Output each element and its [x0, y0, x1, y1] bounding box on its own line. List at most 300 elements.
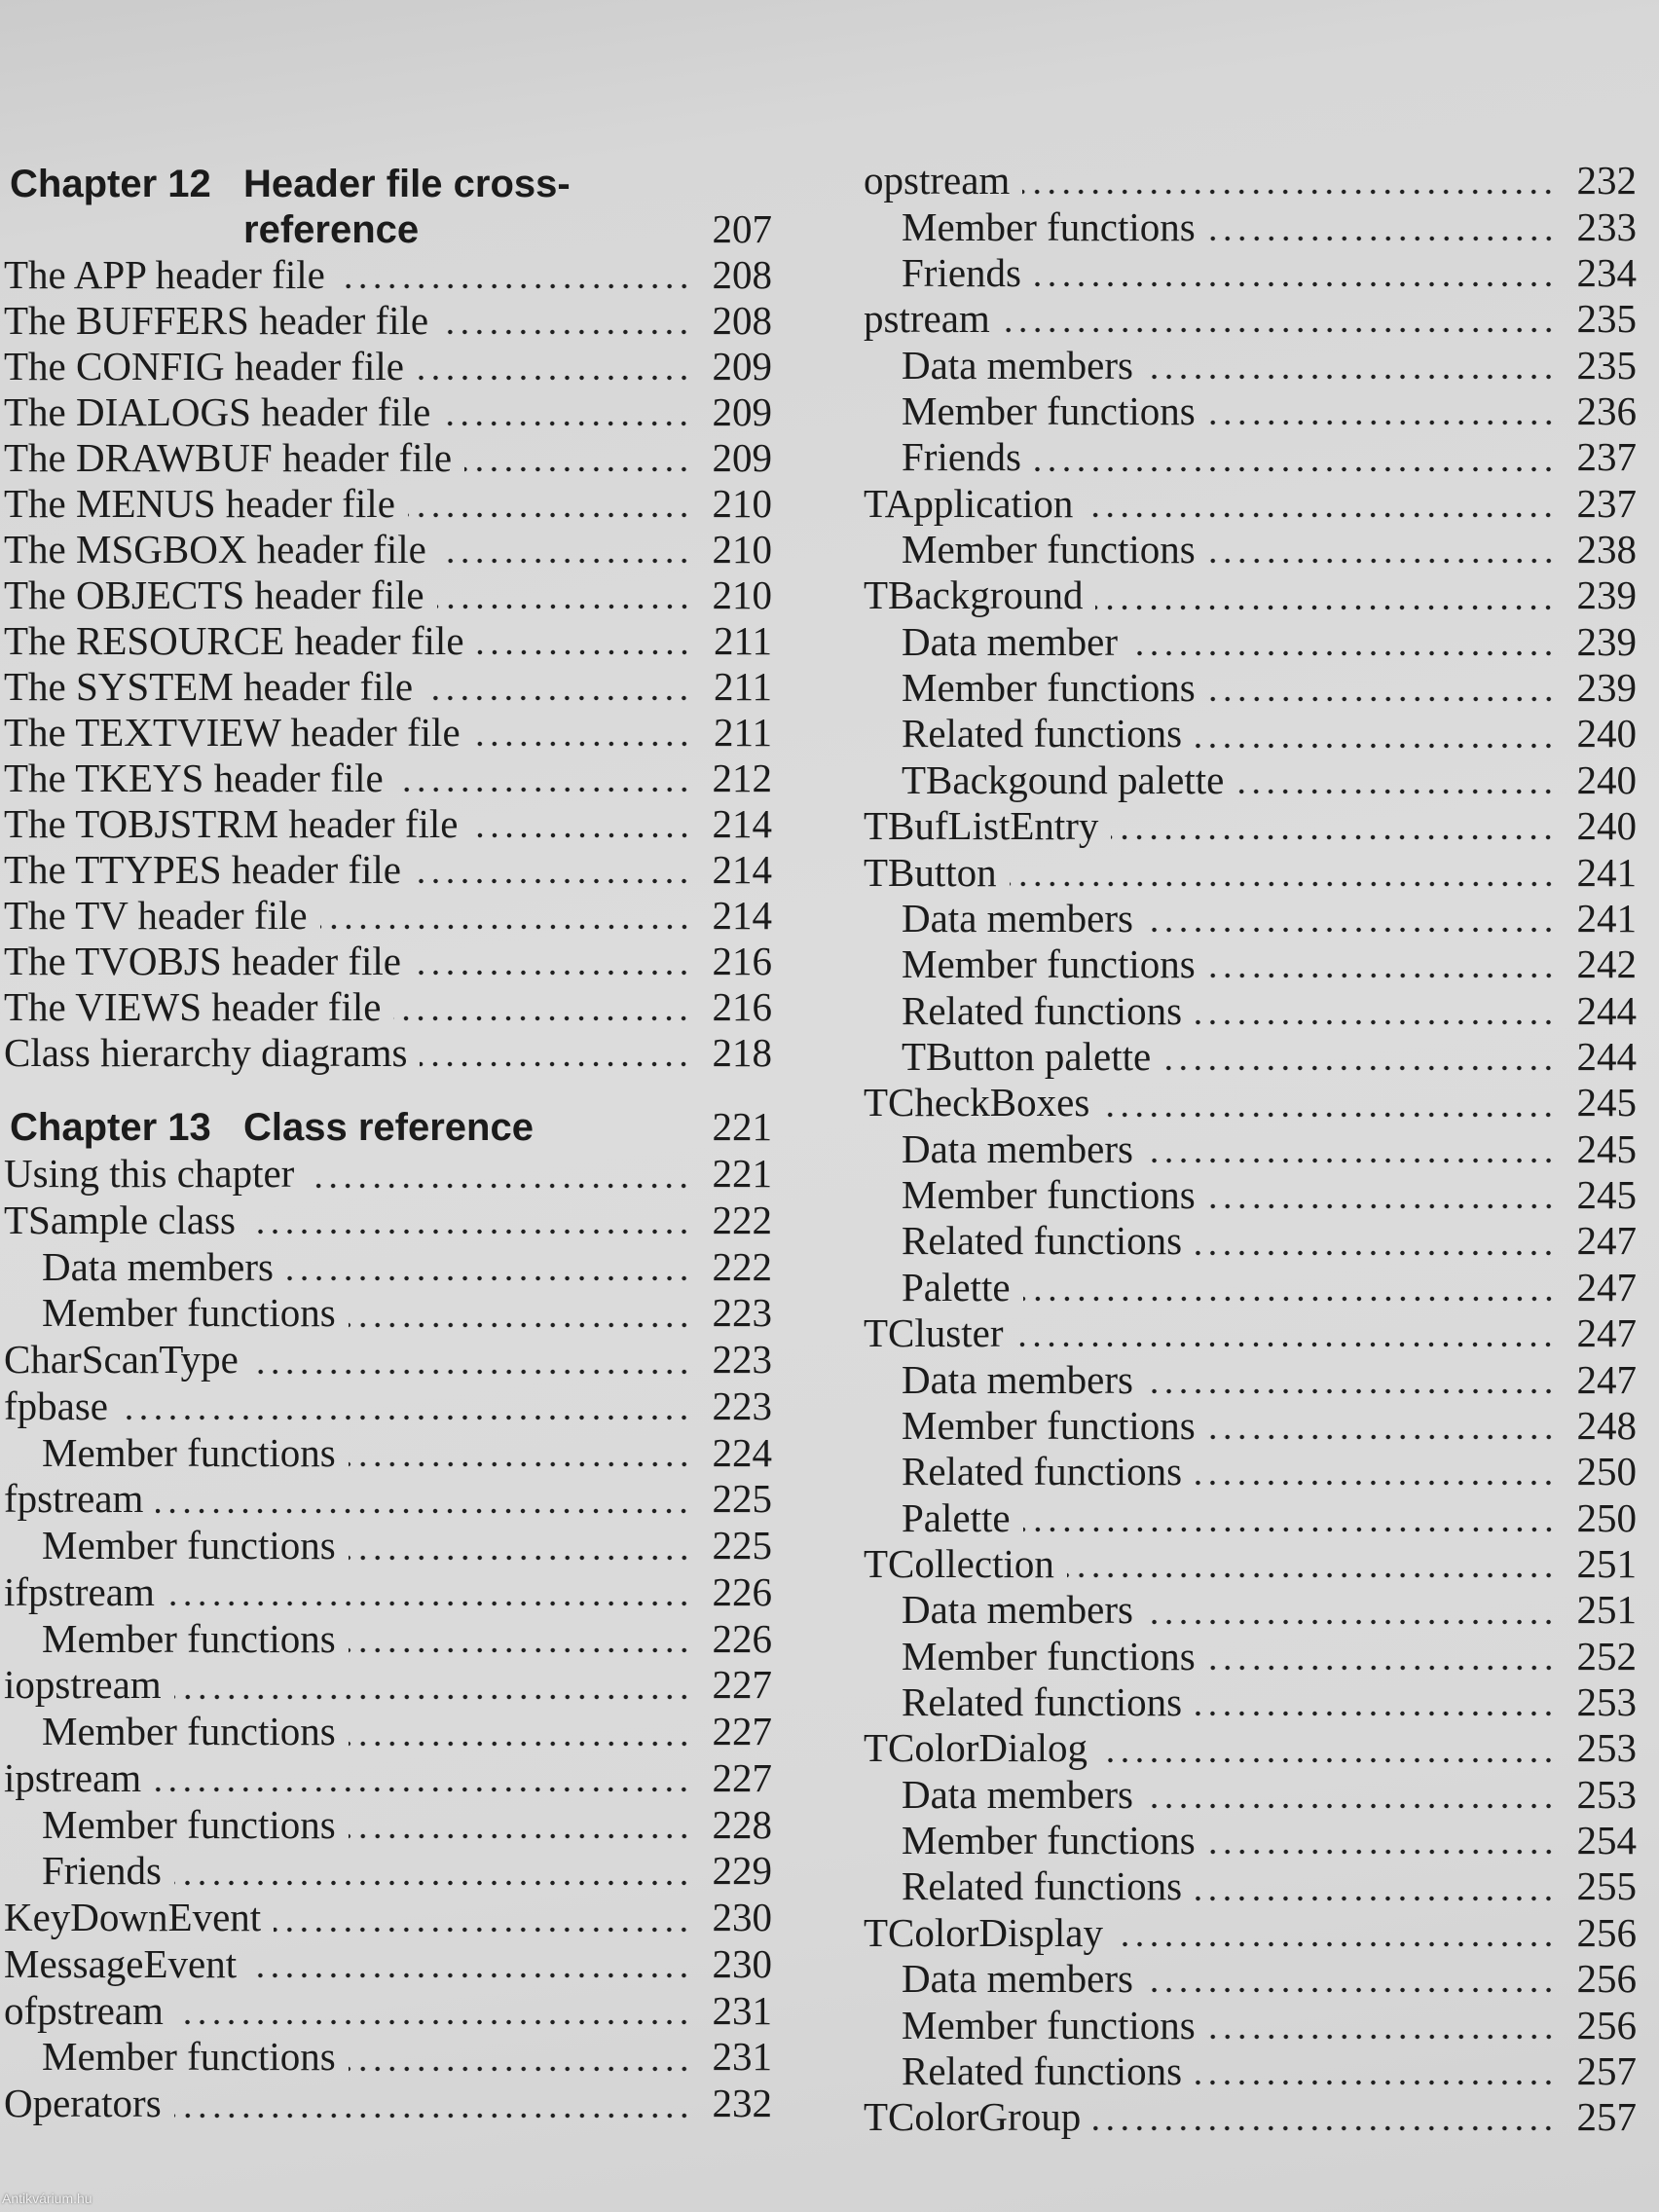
toc-subentry — [864, 1956, 1637, 2002]
toc-page-number: 250 — [1576, 1494, 1637, 1540]
toc-page-number: 240 — [1576, 711, 1637, 756]
toc-page-number: 226 — [712, 1568, 772, 1614]
toc-page-number: 223 — [712, 1337, 772, 1382]
toc-subentry — [864, 1403, 1637, 1449]
toc-entry-title: Member functions — [42, 1709, 336, 1754]
dot-leader — [443, 389, 691, 435]
toc-entry-title: Palette — [902, 1494, 1011, 1540]
toc-entry — [4, 618, 772, 664]
watermark: Antikvárium.hu — [2, 2191, 92, 2206]
toc-page-number: 236 — [1576, 387, 1637, 433]
dot-leader — [420, 1030, 691, 1076]
dot-leader — [1146, 896, 1556, 941]
toc-page-number: 222 — [712, 1197, 772, 1242]
toc-page-number: 209 — [712, 389, 772, 434]
chapter-label: Chapter 12 — [10, 162, 211, 205]
toc-entry-title: TCluster — [864, 1310, 1004, 1356]
toc-entry-title: TSample class — [4, 1197, 236, 1242]
dot-leader — [1116, 1910, 1556, 1956]
toc-entry-title: The SYSTEM header file — [4, 664, 414, 709]
toc-page-number: 242 — [1576, 941, 1637, 987]
dot-leader — [1095, 572, 1556, 618]
chapter-title: reference — [243, 207, 420, 251]
toc-subentry — [4, 1709, 772, 1755]
toc-subentry — [864, 2002, 1637, 2047]
toc-entry-title: Member functions — [42, 1290, 336, 1336]
toc-page-number: 239 — [1576, 618, 1637, 664]
toc-entry — [864, 1310, 1637, 1356]
dot-leader — [1146, 1956, 1556, 2002]
toc-page-number: 251 — [1576, 1540, 1637, 1586]
toc-page-number: 257 — [1576, 2047, 1637, 2093]
toc-subentry — [4, 1429, 772, 1476]
toc-entry-title: KeyDownEvent — [4, 1895, 262, 1940]
toc-subentry — [864, 1679, 1637, 1725]
toc-entry-title: The TOBJSTRM header file — [4, 801, 459, 846]
toc-page-number: 208 — [712, 298, 772, 343]
toc-entry-title: Member functions — [42, 1429, 336, 1475]
toc-entry — [4, 664, 772, 710]
toc-entry-title: Data member — [902, 618, 1118, 664]
toc-page-number: 231 — [712, 1987, 772, 2033]
dot-leader — [1208, 2002, 1556, 2047]
dot-leader — [396, 756, 691, 801]
dot-leader — [1208, 527, 1556, 572]
dot-leader — [1195, 711, 1556, 756]
chapter-12-section — [4, 161, 772, 1076]
toc-entry — [4, 572, 772, 618]
dot-leader — [156, 1476, 691, 1523]
dot-leader — [1093, 2094, 1556, 2140]
chapter-13-section — [4, 1104, 772, 2127]
toc-page-number: 227 — [712, 1709, 772, 1754]
chapter-13-entries — [4, 1151, 772, 2127]
toc-subentry — [864, 1265, 1637, 1310]
toc-subentry — [864, 1218, 1637, 1264]
toc-entry-title: Member functions — [42, 1615, 336, 1661]
toc-entry-title: The TVOBJS header file — [4, 939, 401, 983]
toc-entry-title: Data members — [902, 895, 1133, 940]
dot-leader — [1195, 1863, 1556, 1909]
dot-leader — [1195, 1679, 1556, 1725]
toc-entry-title: ifpstream — [4, 1568, 155, 1614]
toc-entry-title: Data members — [902, 342, 1133, 387]
toc-subentry — [864, 619, 1637, 665]
toc-entry-title: Member functions — [902, 203, 1196, 249]
toc-entry-title: The TV header file — [4, 893, 308, 938]
dot-leader — [1022, 158, 1556, 203]
toc-page-number: 241 — [1576, 849, 1637, 895]
toc-entry — [4, 1383, 772, 1430]
dot-leader — [414, 939, 691, 984]
toc-page-number: 232 — [1576, 158, 1637, 203]
dot-leader — [1195, 987, 1556, 1033]
dot-leader — [393, 984, 691, 1030]
chapter-12-heading — [4, 161, 772, 252]
toc-entry — [864, 803, 1637, 849]
toc-subentry — [864, 388, 1637, 434]
toc-entry — [4, 1030, 772, 1076]
toc-subentry — [864, 757, 1637, 803]
toc-entry-title: Member functions — [42, 1801, 336, 1847]
toc-entry-title: Member functions — [902, 941, 1196, 987]
toc-left-column — [4, 161, 772, 2127]
toc-entry — [4, 344, 772, 389]
toc-entry-title: Data members — [902, 1356, 1133, 1402]
toc-entry — [4, 1755, 772, 1802]
toc-entry-title: iopstream — [4, 1662, 162, 1708]
toc-entry — [4, 389, 772, 435]
toc-entry-title: TCollection — [864, 1540, 1054, 1586]
dot-leader — [1111, 803, 1556, 849]
dot-leader — [121, 1383, 691, 1430]
toc-subentry — [4, 1848, 772, 1895]
dot-leader — [1146, 1587, 1556, 1633]
toc-subentry — [864, 711, 1637, 756]
dot-leader — [1195, 1449, 1556, 1494]
toc-page-number: 237 — [1576, 480, 1637, 526]
toc-entry-title: The DIALOGS header file — [4, 389, 431, 434]
toc-page-number: 224 — [712, 1429, 772, 1475]
dot-leader — [439, 527, 691, 572]
toc-entry — [4, 939, 772, 984]
toc-entry-title: Data members — [902, 1956, 1133, 2002]
toc-page-number: 216 — [712, 939, 772, 983]
toc-entry — [4, 1151, 772, 1198]
toc-entry — [4, 1895, 772, 1941]
toc-entry-title: Member functions — [902, 1402, 1196, 1448]
toc-page-number: 238 — [1576, 527, 1637, 572]
toc-subentry — [4, 2034, 772, 2081]
dot-leader — [473, 710, 691, 756]
chapter-page-number: 221 — [712, 1104, 772, 1150]
dot-leader — [1067, 1541, 1556, 1587]
toc-entry — [4, 435, 772, 481]
toc-page-number: 209 — [712, 344, 772, 388]
toc-subentry — [864, 1863, 1637, 1909]
toc-entry-title: CharScanType — [4, 1337, 239, 1382]
dot-leader — [1208, 1818, 1556, 1863]
toc-page-number: 218 — [712, 1030, 772, 1075]
toc-entry-title: Friends — [902, 249, 1021, 295]
chapter-page-number: 207 — [712, 206, 772, 251]
toc-entry-title: The OBJECTS header file — [4, 572, 424, 617]
toc-entry-title: TBackground — [864, 572, 1084, 618]
toc-entry-title: Member functions — [902, 2002, 1196, 2047]
toc-entry-title: pstream — [864, 296, 990, 342]
toc-entry-title: TButton palette — [902, 1034, 1152, 1079]
dot-leader — [1102, 1080, 1556, 1125]
toc-entry-title: ofpstream — [4, 1987, 164, 2033]
toc-page-number: 245 — [1576, 1125, 1637, 1171]
toc-page-number: 255 — [1576, 1863, 1637, 1909]
toc-entry-title: The TTYPES header file — [4, 847, 401, 892]
toc-page-number: 256 — [1576, 2002, 1637, 2047]
toc-entry-title: TColorGroup — [864, 2094, 1082, 2140]
toc-entry-title: Member functions — [902, 665, 1196, 711]
toc-entry-title: fpstream — [4, 1476, 144, 1522]
dot-leader — [477, 618, 691, 664]
toc-page-number: 234 — [1576, 249, 1637, 295]
toc-page-number: 214 — [712, 801, 772, 846]
dot-leader — [1195, 2048, 1556, 2094]
toc-entry — [864, 2094, 1637, 2140]
toc-subentry — [4, 1243, 772, 1290]
toc-page-number: 230 — [712, 1940, 772, 1986]
toc-entry-title: Member functions — [42, 1523, 336, 1568]
toc-entry — [4, 1662, 772, 1709]
toc-entry-title: The TKEYS header file — [4, 756, 384, 800]
dot-leader — [274, 1895, 691, 1941]
toc-page-number: 247 — [1576, 1356, 1637, 1402]
toc-entry — [4, 1569, 772, 1616]
toc-page-number: 253 — [1576, 1679, 1637, 1725]
dot-leader — [464, 435, 691, 481]
toc-subentry — [864, 203, 1637, 249]
dot-leader — [338, 252, 691, 298]
dot-leader — [1146, 1356, 1556, 1402]
dot-leader — [154, 1755, 691, 1802]
dot-leader — [176, 1987, 691, 2034]
toc-entry — [4, 1941, 772, 1988]
toc-page-number: 245 — [1576, 1172, 1637, 1218]
toc-page-number: 240 — [1576, 803, 1637, 849]
toc-entry-title: The BUFFERS header file — [4, 298, 429, 343]
toc-page-number: 232 — [712, 2081, 772, 2126]
toc-entry-title: The DRAWBUF header file — [4, 435, 453, 480]
toc-entry-title: TButton — [864, 849, 997, 895]
toc-entry-title: The RESOURCE header file — [4, 618, 464, 663]
dot-leader — [174, 1662, 691, 1709]
dot-leader — [1208, 1403, 1556, 1449]
dot-leader — [1236, 757, 1556, 803]
toc-page-number: 245 — [1576, 1080, 1637, 1125]
dot-leader — [1195, 1218, 1556, 1264]
toc-entry — [4, 1476, 772, 1523]
toc-entry-title: The MSGBOX header file — [4, 527, 426, 571]
toc-entry — [864, 1910, 1637, 1956]
toc-subentry — [864, 342, 1637, 387]
dot-leader — [1100, 1725, 1556, 1771]
toc-entry-title: The CONFIG header file — [4, 344, 405, 388]
toc-entry-title: TColorDisplay — [864, 1909, 1103, 1955]
toc-entry-title: TColorDialog — [864, 1725, 1088, 1771]
toc-entry-title: The APP header file — [4, 252, 325, 297]
toc-subentry — [864, 1772, 1637, 1818]
toc-entry-title: TCheckBoxes — [864, 1080, 1090, 1125]
toc-page-number: 253 — [1576, 1771, 1637, 1817]
toc-page-number: 216 — [712, 984, 772, 1029]
dot-leader — [349, 1801, 691, 1848]
dot-leader — [408, 481, 691, 527]
chapter-title: Header file cross- — [243, 162, 571, 205]
dot-leader — [1146, 1772, 1556, 1818]
toc-entry-title: Member functions — [42, 2034, 336, 2080]
toc-subentry — [4, 1615, 772, 1662]
toc-page-number: 248 — [1576, 1402, 1637, 1448]
toc-entry — [4, 756, 772, 801]
toc-entry-title: Member functions — [902, 527, 1196, 572]
dot-leader — [417, 344, 691, 389]
toc-page-number: 209 — [712, 435, 772, 480]
toc-entry-title: TBufListEntry — [864, 803, 1099, 849]
toc-entry — [864, 1080, 1637, 1125]
dot-leader — [1146, 342, 1556, 387]
dot-leader — [1208, 1172, 1556, 1218]
dot-leader — [1034, 250, 1556, 296]
dot-leader — [1086, 481, 1556, 527]
toc-entry — [4, 893, 772, 939]
toc-entry-title: Data members — [902, 1587, 1133, 1633]
toc-subentry — [864, 941, 1637, 987]
chapter-13-heading — [4, 1104, 772, 1151]
chapter-12-entries — [4, 252, 772, 1076]
toc-entry — [4, 1987, 772, 2034]
toc-entry — [864, 1541, 1637, 1587]
dot-leader — [1208, 941, 1556, 987]
toc-page-number: 250 — [1576, 1449, 1637, 1494]
toc-subentry — [4, 1290, 772, 1337]
toc-page-number: 225 — [712, 1523, 772, 1568]
chapter-heading-line — [4, 206, 772, 252]
toc-page-number: 227 — [712, 1754, 772, 1800]
toc-page-number: 240 — [1576, 756, 1637, 802]
dot-leader — [349, 1615, 691, 1662]
dot-leader — [1208, 203, 1556, 249]
toc-entry-title: Related functions — [902, 2047, 1183, 2093]
toc-page-number: 222 — [712, 1243, 772, 1289]
dot-leader — [349, 2034, 691, 2081]
toc-entry — [4, 847, 772, 893]
dot-leader — [414, 847, 691, 893]
dot-leader — [286, 1243, 691, 1290]
toc-entry — [864, 1725, 1637, 1771]
toc-entry-title: Class hierarchy diagrams — [4, 1030, 408, 1075]
toc-subentry — [4, 1801, 772, 1848]
dot-leader — [1010, 849, 1556, 895]
toc-entry — [864, 296, 1637, 342]
dot-leader — [248, 1198, 691, 1244]
toc-page-number: 210 — [712, 572, 772, 617]
toc-subentry — [864, 1818, 1637, 1863]
toc-entry — [864, 158, 1637, 203]
dot-leader — [1208, 388, 1556, 434]
toc-page-number: 235 — [1576, 296, 1637, 342]
toc-entry-title: Related functions — [902, 987, 1183, 1033]
dot-leader — [174, 1848, 691, 1895]
toc-page-number: 214 — [712, 847, 772, 892]
toc-page-number: 247 — [1576, 1264, 1637, 1309]
chapter-title: Class reference — [243, 1105, 534, 1149]
toc-page-number: 239 — [1576, 572, 1637, 618]
toc-entry-title: Member functions — [902, 1172, 1196, 1218]
toc-page-number: 244 — [1576, 1034, 1637, 1079]
toc-subentry — [864, 1034, 1637, 1080]
dot-leader — [167, 1569, 691, 1616]
toc-subentry — [864, 665, 1637, 711]
toc-page-number: 256 — [1576, 1956, 1637, 2002]
dot-leader — [425, 664, 691, 710]
toc-entry-title: TBackgound palette — [902, 756, 1225, 802]
toc-entry-title: Related functions — [902, 1218, 1183, 1264]
toc-subentry — [864, 1634, 1637, 1679]
chapter-heading-line — [4, 161, 772, 206]
toc-subentry — [4, 1523, 772, 1569]
toc-subentry — [864, 1587, 1637, 1633]
dot-leader — [349, 1429, 691, 1476]
toc-subentry — [864, 1126, 1637, 1172]
toc-right-column — [864, 158, 1637, 2140]
toc-entry — [4, 801, 772, 847]
dot-leader — [1130, 619, 1556, 665]
toc-page-number: 251 — [1576, 1587, 1637, 1633]
toc-entry — [4, 1337, 772, 1383]
dot-leader — [349, 1523, 691, 1569]
toc-page-number: 223 — [712, 1382, 772, 1428]
toc-page-number: 227 — [712, 1662, 772, 1708]
toc-entry — [864, 849, 1637, 895]
toc-entry — [4, 1198, 772, 1244]
toc-page-number: 247 — [1576, 1310, 1637, 1356]
toc-entry-title: The TEXTVIEW header file — [4, 710, 461, 755]
toc-page-number: 212 — [712, 756, 772, 800]
dot-leader — [307, 1151, 691, 1198]
toc-entry-title: Operators — [4, 2081, 162, 2126]
dot-leader — [1034, 434, 1556, 480]
toc-entry-title: Palette — [902, 1264, 1011, 1309]
toc-page-number: 214 — [712, 893, 772, 938]
toc-entry — [4, 527, 772, 572]
toc-entry-title: Member functions — [902, 387, 1196, 433]
toc-subentry — [864, 2048, 1637, 2094]
toc-page-number: 231 — [712, 2034, 772, 2080]
toc-page-number: 247 — [1576, 1218, 1637, 1264]
dot-leader — [437, 572, 691, 618]
toc-entry — [4, 2081, 772, 2127]
toc-page-number: 211 — [714, 618, 772, 663]
dot-leader — [1023, 1494, 1556, 1540]
chapter-label: Chapter 13 — [10, 1105, 211, 1149]
toc-entry-title: The VIEWS header file — [4, 984, 382, 1029]
toc-page-number: 253 — [1576, 1725, 1637, 1771]
dot-leader — [1003, 296, 1556, 342]
dot-leader — [320, 893, 691, 939]
toc-entry-title: Friends — [42, 1848, 162, 1894]
toc-page-number: 228 — [712, 1801, 772, 1847]
toc-entry-title: Member functions — [902, 1633, 1196, 1678]
toc-subentry — [864, 1494, 1637, 1540]
toc-entry-title: Data members — [902, 1125, 1133, 1171]
toc-entry — [4, 252, 772, 298]
toc-subentry — [864, 1449, 1637, 1494]
toc-page-number: 254 — [1576, 1818, 1637, 1863]
toc-entry — [4, 298, 772, 344]
toc-entry-title: Using this chapter — [4, 1151, 295, 1197]
toc-page-number: 256 — [1576, 1909, 1637, 1955]
dot-leader — [251, 1337, 691, 1383]
toc-page-number: 229 — [712, 1848, 772, 1894]
dot-leader — [1163, 1034, 1556, 1080]
toc-subentry — [864, 1356, 1637, 1402]
dot-leader — [349, 1709, 691, 1755]
toc-page-number: 257 — [1576, 2094, 1637, 2140]
dot-leader — [471, 801, 692, 847]
toc-entry-title: Data members — [902, 1771, 1133, 1817]
dot-leader — [441, 298, 691, 344]
toc-entry-title: Related functions — [902, 711, 1183, 756]
toc-page-number: 252 — [1576, 1633, 1637, 1678]
toc-entry-title: Data members — [42, 1243, 274, 1289]
